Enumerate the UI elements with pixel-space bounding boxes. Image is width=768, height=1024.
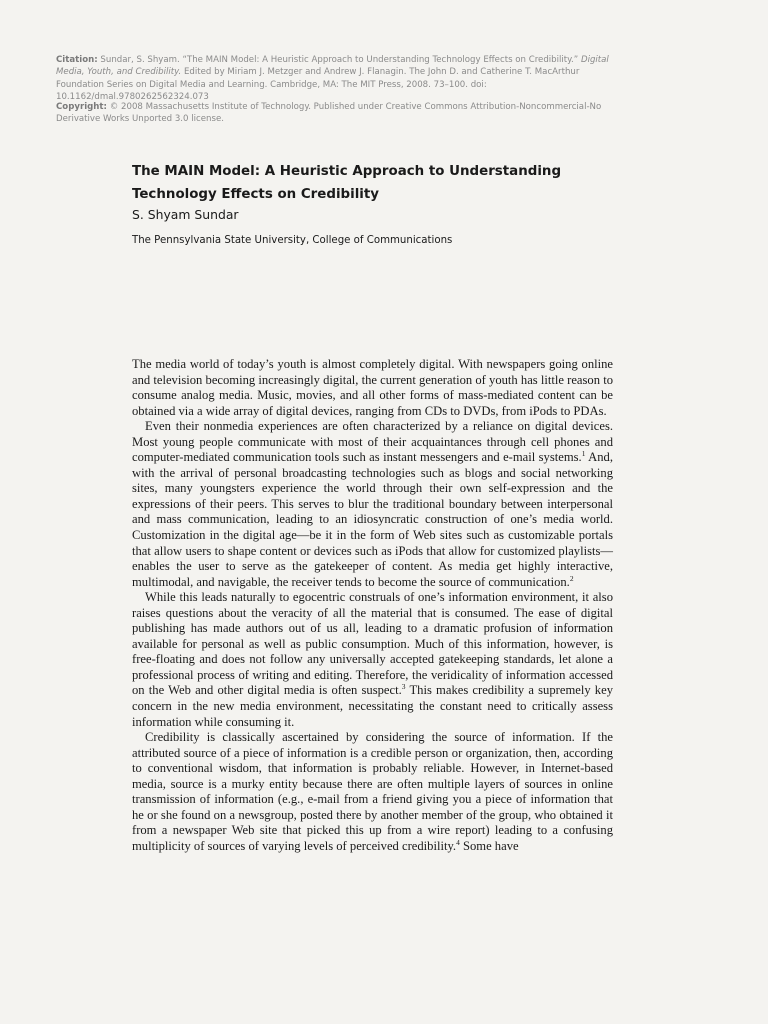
- paragraph-4: [132, 730, 613, 854]
- footnote-ref-2[interactable]: 2: [569, 573, 574, 583]
- paragraph-3-text-b: This makes credibility a supremely key concern in the new media environment, necessitating the constant need to critically assess information while consuming it.: [132, 683, 613, 729]
- copyright-text: © 2008 Massachusetts Institute of Technology. Published under Creative Commons Attribution-Noncommercial-No Derivative Works Unported 3.0 license.: [56, 102, 602, 125]
- citation-details: Edited by Miriam J. Metzger and Andrew J. Flanagin. The John D. and Catherine T. MacArthur Foundation Series on Digital Media and Learning. Cambridge, MA: The MIT Press, 2008. 73–100. doi: 10.1162/dmal.9780262562324.073: [56, 67, 580, 103]
- footnote-ref-1[interactable]: 1: [581, 449, 586, 459]
- paragraph-1: [132, 357, 613, 419]
- copyright-label: Copyright:: [56, 102, 107, 112]
- author-affiliation: The Pennsylvania State University, College of Communications: [132, 235, 453, 246]
- paragraph-1-text: The media world of today’s youth is almost completely digital. With newspapers going online and television becoming increasingly digital, the current generation of youth has little reason to consume analog media. Music, movies, and all other forms of mass-mediated content can be obtained via a wide array of digital devices, ranging from CDs to DVDs, from iPods to PDAs.: [132, 357, 613, 418]
- citation-journal: Digital Media, Youth, and Credibility.: [56, 55, 609, 78]
- paragraph-3-text-a: While this leads naturally to egocentric construals of one’s information environment, it also raises questions about the veracity of all the material that is consumed. The ease of digital publishing has made authors out of us all, leading to a dramatic profusion of information available for personal as well as public consumption. Much of this information, however, is free-floating and does not follow any universally accepted gatekeeping standards, let alone a professional process of writing and editing. Therefore, the veridicality of information accessed on the Web and other digital media is often suspect.: [132, 590, 613, 698]
- author-name: S. Shyam Sundar: [132, 207, 239, 222]
- paragraph-2: [132, 419, 613, 590]
- paragraph-4-text-b: Some have: [459, 838, 519, 853]
- citation-label: Citation:: [56, 55, 98, 65]
- footnote-ref-3[interactable]: 3: [401, 682, 406, 692]
- citation-text: Sundar, S. Shyam. “The MAIN Model: A Heuristic Approach to Understanding Technology Effects on Credibility.”: [100, 55, 579, 65]
- paragraph-2-text-b: And, with the arrival of personal broadcasting technologies such as blogs and social networking sites, many youngsters experience the world through their own self-expression and the expressions of their peers. This serves to blur the traditional boundary between interpersonal and mass communication, leading to an idiosyncratic construction of one’s media world. Customization in the digital age—be it in the form of Web sites such as customizable portals that allow users to shape content or devices such as iPods that allow for customized playlists—enables the user to serve as the gatekeeper of content. As media get highly interactive, multimodal, and navigable, the receiver tends to become the source of communication.: [132, 450, 613, 589]
- copyright-block: [56, 101, 616, 126]
- citation-block: [56, 54, 616, 104]
- article-body: [132, 357, 613, 855]
- paragraph-4-text-a: Credibility is classically ascertained by considering the source of information. If the attributed source of a piece of information is a credible person or organization, then, according to conventional wisdom, that information is probably reliable. However, in Internet-based media, source is a murky entity because there are often multiple layers of sources in online transmission of information (e.g., e-mail from a friend giving you a piece of information that he or she found on a newsgroup, posted there by another member of the group, who obtained it from a newspaper Web site that picked this up from a wire report) leading to a confusing multiplicity of sources of varying levels of perceived credibility.: [132, 730, 613, 853]
- article-title: The MAIN Model: A Heuristic Approach to Understanding Technology Effects on Credibility: [132, 164, 562, 202]
- paragraph-2-text-a: Even their nonmedia experiences are often characterized by a reliance on digital devices. Most young people communicate with most of their acquaintances through cell phones and computer-mediated communication tools such as instant messengers and e-mail systems.: [132, 419, 613, 465]
- paragraph-3: [132, 590, 613, 730]
- footnote-ref-4[interactable]: 4: [456, 837, 460, 847]
